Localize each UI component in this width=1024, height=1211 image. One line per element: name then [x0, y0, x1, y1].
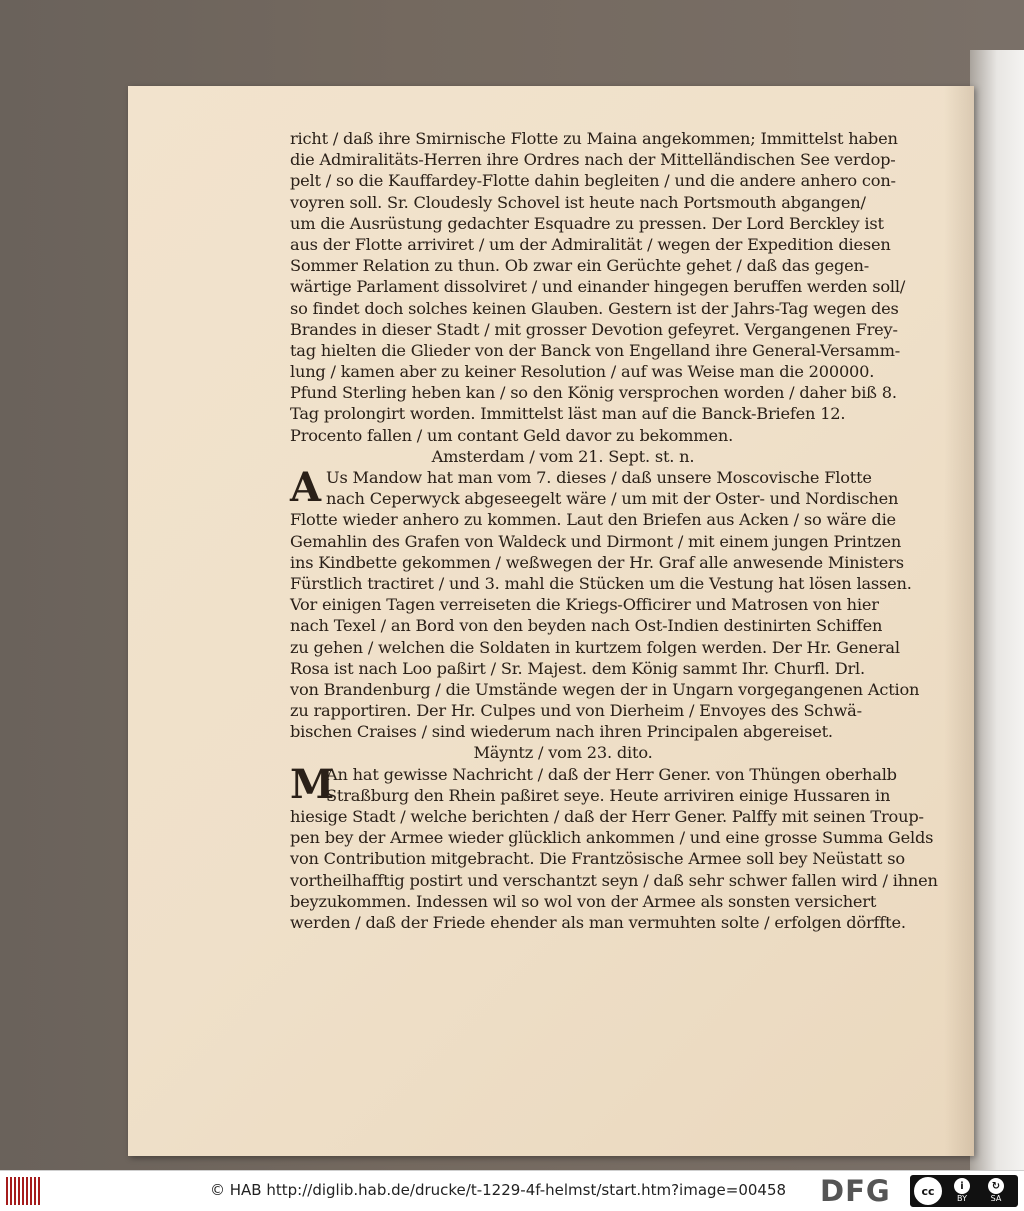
london-text-line: die Admiralitäts-Herren ihre Ordres nach der Mittelländischen See verdop- — [290, 150, 896, 170]
london-text-line: aus der Flotte arriviret / um der Admiralität / wegen der Expedition diesen — [290, 234, 891, 254]
footer-bar — [0, 1170, 1024, 1211]
amsterdam-text-line: zu rapportiren. Der Hr. Culpes und von Dierheim / Envoyes des Schwä- — [290, 701, 862, 721]
amsterdam-text-line: ins Kindbette gekommen / weßwegen der Hr. Graf alle anwesende Ministers — [290, 552, 904, 572]
cc-sa-label: SA — [990, 1194, 1002, 1203]
london-text-line: Tag prolongirt worden. Immittelst läst man auf die Banck-Briefen 12. — [290, 404, 846, 424]
amsterdam-text-line: Gemahlin des Grafen von Waldeck und Dirmont / mit einem jungen Printzen — [290, 531, 902, 551]
mayntz-text-line: von Contribution mitgebracht. Die Frantzösische Armee soll bey Neüstatt so — [290, 849, 905, 869]
london-text-line: lung / kamen aber zu keiner Resolution / auf was Weise man die 200000. — [290, 362, 875, 382]
london-text-line: um die Ausrüstung gedachter Esquadre zu pressen. Der Lord Berckley ist — [290, 213, 884, 233]
london-text-line: voyren soll. Sr. Cloudesly Schovel ist heute nach Portsmouth abgangen/ — [290, 192, 866, 212]
dfg-logo[interactable]: DFG — [820, 1174, 891, 1208]
cc-by-label: BY — [957, 1194, 967, 1203]
mayntz-text-line: beyzukommen. Indessen wil so wol von der Armee als sonsten versichert — [290, 891, 877, 911]
london-text-line: Pfund Sterling heben kan / so den König versprochen worden / daher biß 8. — [290, 383, 897, 403]
cc-by-symbol: i — [954, 1178, 970, 1194]
london-text-line: wärtige Parlament dissolviret / und einander hingegen beruffen werden soll/ — [290, 277, 906, 297]
amsterdam-text-line: Flotte wieder anhero zu kommen. Laut den Briefen aus Acken / so wäre die — [290, 510, 896, 530]
cc-icon: cc — [914, 1177, 942, 1205]
mayntz-text-line: An hat gewisse Nachricht / daß der Herr Gener. von Thüngen oberhalb — [326, 764, 897, 784]
next-page-edge — [970, 50, 1024, 1170]
london-text-line: tag hielten die Glieder von der Banck von Engelland ihre General-Versamm- — [290, 340, 900, 360]
amsterdam-text-line: nach Texel / an Bord von den beyden nach Ost-Indien destinirten Schiffen — [290, 616, 883, 636]
mayntz-text-line: Straßburg den Rhein paßiret seye. Heute arriviren einige Hussaren in — [326, 785, 891, 805]
cc-by-icon — [948, 1178, 976, 1204]
cc-license-badge[interactable] — [910, 1175, 1018, 1207]
amsterdam-text-line: Vor einigen Tagen verreiseten die Kriegs-Officirer und Matrosen von hier — [290, 595, 879, 615]
london-text-line: pelt / so die Kauffardey-Flotte dahin begleiten / und die andere anhero con- — [290, 171, 896, 191]
section-london-continued — [290, 128, 906, 446]
dateline-amsterdam: Amsterdam / vom 21. Sept. st. n. — [431, 446, 695, 466]
initial-letter-a: A — [290, 464, 321, 511]
amsterdam-text-line: bischen Craises / sind wiederum nach ihren Principalen abgereiset. — [290, 722, 833, 742]
amsterdam-text-line: Us Mandow hat man vom 7. dieses / daß unsere Moscovische Flotte — [326, 468, 872, 487]
mayntz-text-line: hiesige Stadt / welche berichten / daß der Herr Gener. Palffy mit seinen Troup- — [290, 807, 924, 826]
mayntz-text-line: werden / daß der Friede ehender als man vermuhten solte / erfolgen dörffte. — [290, 912, 906, 932]
london-text-line: Brandes in dieser Stadt / mit grosser Devotion gefeyret. Vergangenen Frey- — [290, 319, 898, 339]
london-text-line: so findet doch solches keinen Glauben. Gestern ist der Jahrs-Tag wegen des — [290, 298, 899, 318]
amsterdam-text-line: von Brandenburg / die Umstände wegen der in Ungarn vorgegangenen Action — [290, 679, 920, 699]
london-text-line: Procento fallen / um contant Geld davor zu bekommen. — [290, 425, 734, 445]
amsterdam-text-line: nach Ceperwyck abgeseegelt wäre / um mit der Oster- und Nordischen — [326, 489, 899, 509]
mayntz-text-line: vortheilhafftig postirt und verschantzt seyn / daß sehr schwer fallen wird / ihnen — [290, 870, 938, 890]
copyright-link[interactable]: © HAB http://diglib.hab.de/drucke/t-1229-4f-helmst/start.htm?image=00458 — [210, 1181, 787, 1199]
amsterdam-text-line: zu gehen / welchen die Soldaten in kurtzem folgen werden. Der Hr. General — [290, 637, 900, 657]
dateline-mayntz: Mäyntz / vom 23. dito. — [473, 743, 653, 763]
cc-sa-icon — [982, 1178, 1010, 1204]
amsterdam-text-line: Rosa ist nach Loo paßirt / Sr. Majest. dem König sammt Ihr. Churfl. Drl. — [290, 658, 865, 678]
section-amsterdam — [290, 464, 920, 742]
mayntz-text-line: pen bey der Armee wieder glücklich ankommen / und eine grosse Summa Gelds — [290, 828, 934, 848]
initial-letter-m: M — [290, 760, 335, 808]
cc-sa-symbol: ↻ — [988, 1178, 1004, 1194]
section-mayntz — [290, 760, 938, 934]
london-text-line: Sommer Relation zu thun. Ob zwar ein Gerüchte gehet / daß das gegen- — [290, 256, 869, 276]
amsterdam-text-line: Fürstlich tractiret / und 3. mahl die Stücken um die Vestung hat lösen lassen. — [290, 573, 912, 593]
london-text-line: richt / daß ihre Smirnische Flotte zu Maina angekommen; Immittelst haben — [290, 129, 898, 148]
scanned-page — [128, 86, 974, 1156]
page-text — [290, 128, 938, 933]
hab-logo-icon[interactable] — [6, 1177, 42, 1205]
